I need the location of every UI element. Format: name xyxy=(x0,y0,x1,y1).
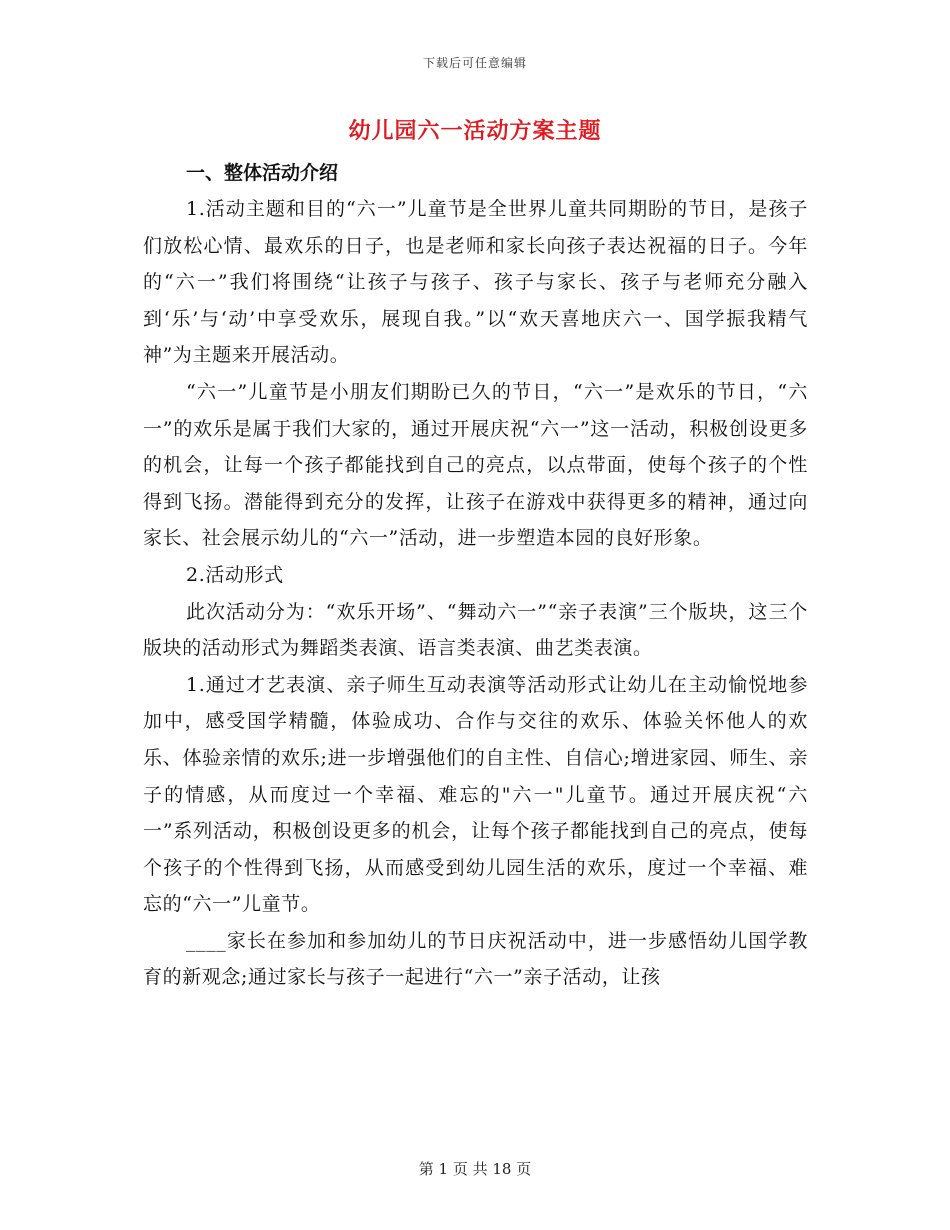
paragraph-activity-theme: 1.活动主题和目的“六一”儿童节是全世界儿童共同期盼的节日，是孩子们放松心情、最欢乐的日子，也是老师和家长向孩子表达祝福的日子。今年的“六一”我们将围绕“让孩子与孩子、孩子与家长、孩子与老师充分融入到‘乐’与‘动’中享受欢乐，展现自我。”以“欢天喜地庆六一、国学振我精气神”为主题来开展活动。 xyxy=(143,198,808,367)
paragraph-activity-goals: 1.通过才艺表演、亲子师生互动表演等活动形式让幼儿在主动愉悦地参加中，感受国学精髓，体验成功、合作与交往的欢乐、体验关怀他人的欢乐、体验亲情的欢乐;进一步增强他们的自主性、自信心;增进家园、师生、亲子的情感，从而度过一个幸福、难忘的"六一"儿童节。通过开展庆祝“六一”系列活动，积极创设更多的机会，让每个孩子都能找到自己的亮点，使每个孩子的个性得到飞扬，从而感受到幼儿园生活的欢乐，度过一个幸福、难忘的“六一”儿童节。 xyxy=(143,673,808,916)
document-body xyxy=(143,155,808,996)
header-note: 下载后可任意编辑 xyxy=(422,56,527,70)
paragraph-activity-sections: 此次活动分为：“欢乐开场”、“舞动六一”“亲子表演”三个版块，这三个版块的活动形式为舞蹈类表演、语言类表演、曲艺类表演。 xyxy=(143,600,808,660)
paragraph-childrens-day: “六一”儿童节是小朋友们期盼已久的节日，“六一”是欢乐的节日，“六一”的欢乐是属于我们大家的，通过开展庆祝“六一”这一活动，积极创设更多的机会，让每一个孩子都能找到自己的亮点，以点带面，使每个孩子的个性得到飞扬。潜能得到充分的发挥，让孩子在游戏中获得更多的精神，通过向家长、社会展示幼儿的“六一”活动，进一步塑造本园的良好形象。 xyxy=(143,380,808,550)
paragraph-activity-form-heading: 2.活动形式 xyxy=(186,563,284,586)
section-heading: 一、整体活动介绍 xyxy=(186,162,339,184)
page-number: 第 1 页 共 18 页 xyxy=(418,1160,532,1178)
document-title: 幼儿园六一活动方案主题 xyxy=(348,118,602,144)
paragraph-parents: ____家长在参加和参加幼儿的节日庆祝活动中，进一步感悟幼儿国学教育的新观念;通过家长与孩子一起进行“六一”亲子活动，让孩 xyxy=(143,929,808,989)
